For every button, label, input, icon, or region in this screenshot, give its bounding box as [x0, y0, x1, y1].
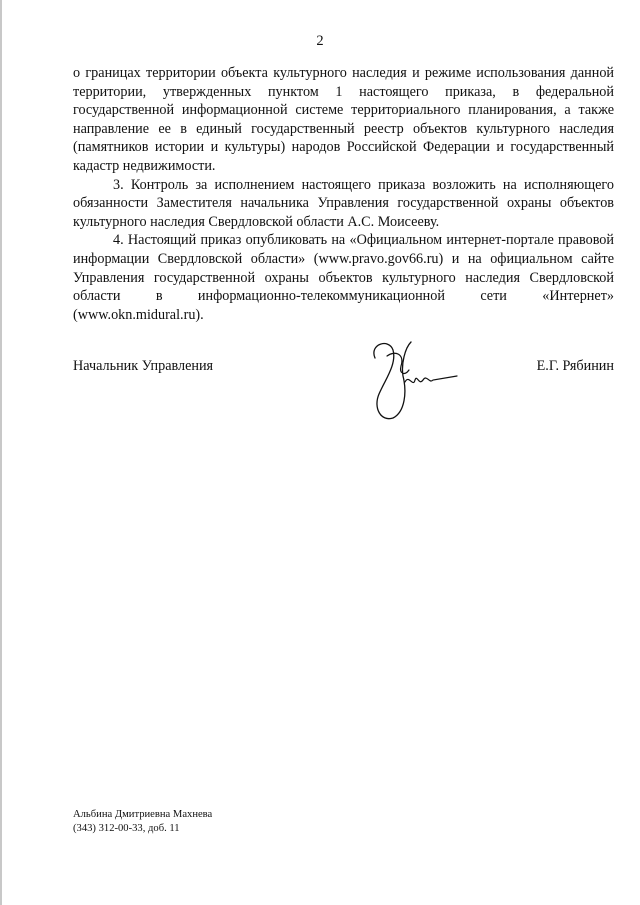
paragraph-4: 4. Настоящий приказ опубликовать на «Официальном интернет-портале правовой информации Свердловской области» (www.pravo.gov66.ru) и на официальном сайте Управления государственной охраны объектов культурного наследия Свердловской области в информационно-телекоммуникационной сети «Интернет» (www.okn.midural.ru). [73, 232, 614, 323]
signer-position: Начальник Управления [73, 358, 214, 374]
signer-name: Е.Г. Рябинин [536, 358, 614, 374]
document-body [73, 64, 614, 324]
executor-info [73, 808, 212, 835]
scan-edge [0, 0, 2, 905]
executor-phone: (343) 312-00-33, доб. 11 [73, 822, 180, 834]
page-number: 2 [316, 33, 324, 49]
paragraph-continuation: о границах территории объекта культурного наследия и режиме использования данной территории, утвержденных пунктом 1 настоящего приказа, в федеральной государственной информационной системе территориального планирования, а также направление ее в единый государственный реестр объектов культурного наследия (памятников истории и культуры) народов Российской Федерации и государственный кадастр недвижимости. [73, 65, 614, 174]
executor-name: Альбина Дмитриевна Махнева [73, 809, 213, 820]
handwritten-signature [345, 336, 475, 426]
paragraph-3: 3. Контроль за исполнением настоящего приказа возложить на исполняющего обязанности Заместителя начальника Управления государственной охраны объектов культурного наследия Свердловской области А.С. Моисееву. [73, 176, 614, 230]
